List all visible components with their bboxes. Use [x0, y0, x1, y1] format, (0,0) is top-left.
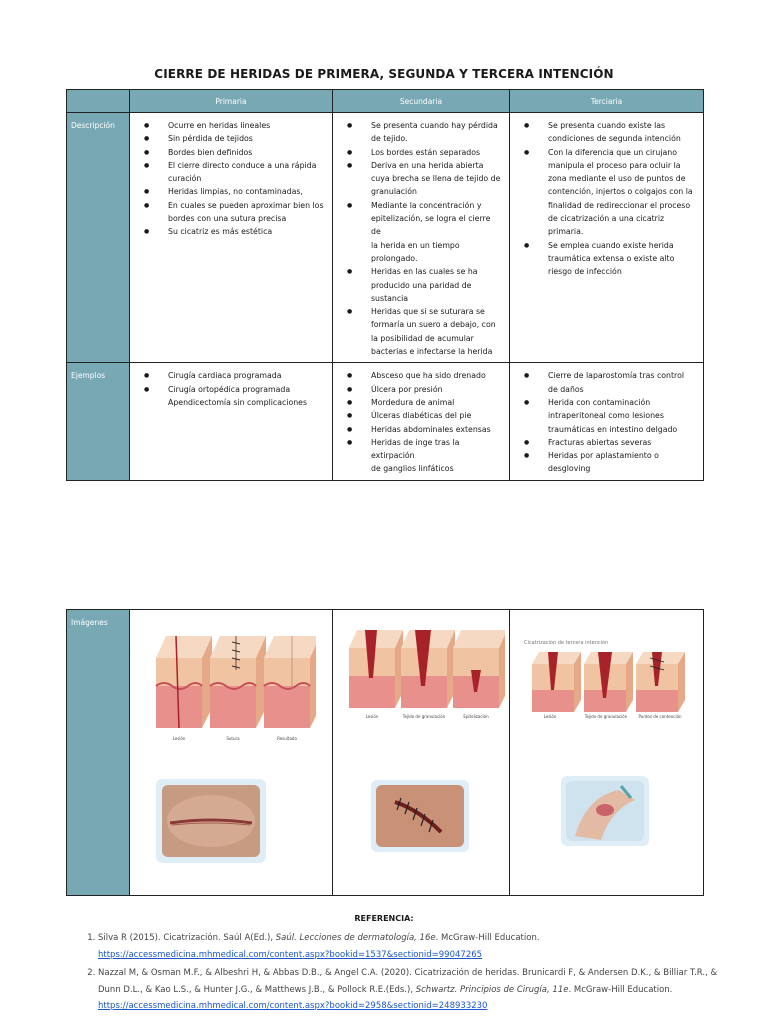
secondary-intention-diagram — [347, 626, 505, 726]
reference-title: Schwartz. Principios de Cirugía, 11e — [415, 984, 569, 995]
bullet-continuation: producido una paridad de — [371, 280, 472, 290]
bullet-item: ● Heridas por aplastamiento o — [548, 449, 695, 462]
primary-caption-3: Resultado — [277, 736, 297, 741]
bullet-continuation: desgloving — [548, 464, 591, 474]
bullet-item: ● Heridas abdominales extensas — [371, 423, 501, 436]
bullet-item: ● Bordes bien definidos — [168, 146, 324, 159]
bullet-list — [510, 113, 703, 283]
column-header-secundaria: Secundaria — [333, 90, 510, 113]
bullet-item: ● Heridas limpias, no contaminadas, — [168, 185, 324, 198]
images-table — [66, 609, 704, 896]
tertiary-wound-photo — [561, 776, 649, 846]
bullet-item: ● Cirugía cardiaca programada — [168, 369, 324, 382]
bullet-continuation: de daños — [548, 384, 584, 394]
bullet-item: ● Se presenta cuando existe las — [548, 119, 695, 132]
reference-publisher: . McGraw-Hill Education. — [568, 984, 673, 995]
bullet-item: ● Con la diferencia que un cirujano — [548, 146, 695, 159]
bullet-continuation: riesgo de infección — [548, 267, 622, 277]
cell-imagenes-primaria — [130, 610, 333, 896]
reference-item — [98, 965, 738, 1015]
bullet-item: ● Se presenta cuando hay pérdida — [371, 119, 501, 132]
bullet-continuation: granulación — [371, 187, 417, 197]
bullet-list — [333, 113, 509, 362]
bullet-item: ● Herida con contaminación — [548, 396, 695, 409]
bullet-list — [333, 363, 509, 479]
bullet-continuation: contención, injertos o colgajos con la — [548, 187, 693, 197]
row-label-imagenes: Imágenes — [67, 610, 130, 896]
reference-link[interactable]: https://accessmedicina.mhmedical.com/content.aspx?bookid=1537&sectionid=99047265 — [98, 949, 483, 960]
bullet-continuation: formaría un suero a debajo, con — [371, 320, 496, 330]
bullet-continuation: Apendicectomía sin complicaciones — [168, 397, 308, 407]
bullet-item: ● En cuales se pueden aproximar bien los — [168, 199, 324, 212]
row-label-descripcion: Descripción — [67, 113, 130, 363]
bullet-continuation: manipula el proceso para ocluir la — [548, 160, 681, 170]
bullet-list — [510, 363, 703, 479]
bullet-item: ● Ocurre en heridas lineales — [168, 119, 324, 132]
bullet-continuation: traumática extensa o existe alto — [548, 253, 675, 263]
bullet-continuation: zona mediante el uso de puntos de — [548, 174, 686, 184]
tertiary-caption-2: Tejido de granulación — [584, 714, 628, 719]
bullet-item: ● Se emplea cuando existe herida — [548, 239, 695, 252]
cell-descripcion-terciaria — [510, 113, 704, 363]
secondary-caption-3: Epitelización — [463, 714, 489, 719]
bullet-item: ● Cirugía ortopédica programada — [168, 383, 324, 396]
primary-caption-2: Sutura — [226, 736, 240, 741]
secondary-caption-2: Tejido de granulación — [402, 714, 446, 719]
reference-text: Silva R (2015). Cicatrización. Saúl A(Ed.), — [98, 933, 276, 943]
bullet-list — [130, 113, 332, 243]
bullet-item: ● Heridas que si se suturara se — [371, 305, 501, 318]
bullet-item: ● Los bordes están separados — [371, 146, 501, 159]
bullet-continuation: la posibilidad de acumular — [371, 333, 474, 343]
cell-ejemplos-terciaria — [510, 363, 704, 481]
column-header-terciaria: Terciaria — [510, 90, 704, 113]
tertiary-intention-diagram — [520, 636, 696, 722]
row-label-ejemplos: Ejemplos — [67, 363, 130, 481]
bullet-continuation: intraperitoneal como lesiones — [548, 411, 664, 421]
reference-title: Saúl. Lecciones de dermatología, 16e — [275, 933, 436, 943]
bullet-item: ● Heridas de inge tras la extirpación — [371, 436, 501, 463]
bullet-item: ● Cierre de laparostomía tras control — [548, 369, 695, 382]
bullet-continuation: cuya brecha se llena de tejido de — [371, 174, 501, 184]
references-section — [0, 914, 768, 1011]
tertiary-caption-3: Puntos de contención — [638, 714, 682, 719]
reference-text: Nazzal M, & Osman M.F., & Albeshri H, & Abbas D.B., & Angel C.A. (2020). Cicatrización de heridas. Brunicardi F, & Andersen D.K., & Billiar T.R., & Dunn D.L., & Kao L.S., & Hunter J.G., & Matthews J.B., & Pollock R.E.(Eds.), — [98, 968, 718, 995]
cell-imagenes-terciaria — [510, 610, 704, 896]
comparison-table — [66, 89, 704, 481]
bullet-continuation: condiciones de segunda intención — [548, 134, 681, 144]
bullet-continuation: traumáticas en intestino delgado — [548, 424, 678, 434]
corner-header-cell — [67, 90, 130, 113]
bullet-item: ● Deriva en una herida abierta — [371, 159, 501, 172]
bullet-continuation: sustancia — [371, 293, 409, 303]
bullet-list — [130, 363, 332, 413]
bullet-continuation: curación — [168, 174, 202, 184]
cell-ejemplos-primaria — [130, 363, 333, 481]
bullet-continuation: epitelización, se logra el cierre de — [371, 214, 491, 237]
primary-intention-diagram — [154, 630, 316, 748]
page-title: CIERRE DE HERIDAS DE PRIMERA, SEGUNDA Y TERCERA INTENCIÓN — [154, 67, 614, 81]
cell-ejemplos-secundaria — [333, 363, 510, 481]
primary-caption-1: Lesión — [172, 736, 186, 741]
primary-suture-photo — [156, 779, 266, 863]
bullet-continuation: la herida en un tiempo — [371, 240, 460, 250]
tertiary-diagram-title: Cicatrización de tercera intención — [524, 640, 609, 646]
reference-publisher: . McGraw-Hill Education. — [435, 933, 540, 943]
bullet-continuation: de tejido. — [371, 134, 408, 144]
bullet-item: ● Fracturas abiertas severas — [548, 436, 695, 449]
cell-imagenes-secundaria — [333, 610, 510, 896]
cell-descripcion-primaria — [130, 113, 333, 363]
bullet-item: ● Sin pérdida de tejidos — [168, 132, 324, 145]
bullet-continuation: finalidad de redireccionar el proceso — [548, 200, 691, 210]
cell-descripcion-secundaria — [333, 113, 510, 363]
references-heading: REFERENCIA: — [354, 914, 414, 923]
bullet-continuation: prolongado. — [371, 253, 418, 263]
column-header-primaria: Primaria — [130, 90, 333, 113]
bullet-item: ● Mordedura de animal — [371, 396, 501, 409]
bullet-continuation: bordes con una sutura precisa — [168, 214, 287, 224]
bullet-item: ● Su cicatriz es más estética — [168, 225, 324, 238]
bullet-continuation: bacterias e infectarse la herida — [371, 347, 493, 357]
bullet-item: ● Absceso que ha sido drenado — [371, 369, 501, 382]
references-list — [80, 930, 738, 1017]
bullet-item: ● Heridas en las cuales se ha — [371, 265, 501, 278]
secondary-caption-1: Lesión — [365, 714, 379, 719]
bullet-continuation: primaria. — [548, 227, 584, 237]
bullet-continuation: de ganglios linfáticos — [371, 464, 454, 474]
reference-link[interactable]: https://accessmedicina.mhmedical.com/content.aspx?bookid=2958&sectionid=248933230 — [98, 1001, 488, 1011]
bullet-item: ● Úlceras diabéticas del pie — [371, 409, 501, 422]
bullet-item: ● Mediante la concentración y — [371, 199, 501, 212]
bullet-continuation: de cicatrización a una cicatriz — [548, 214, 665, 224]
bullet-item: ● Úlcera por presión — [371, 383, 501, 396]
bullet-item: ● El cierre directo conduce a una rápida — [168, 159, 324, 172]
reference-item — [98, 930, 738, 963]
secondary-wound-photo — [371, 780, 469, 852]
tertiary-caption-1: Lesión — [543, 714, 557, 719]
